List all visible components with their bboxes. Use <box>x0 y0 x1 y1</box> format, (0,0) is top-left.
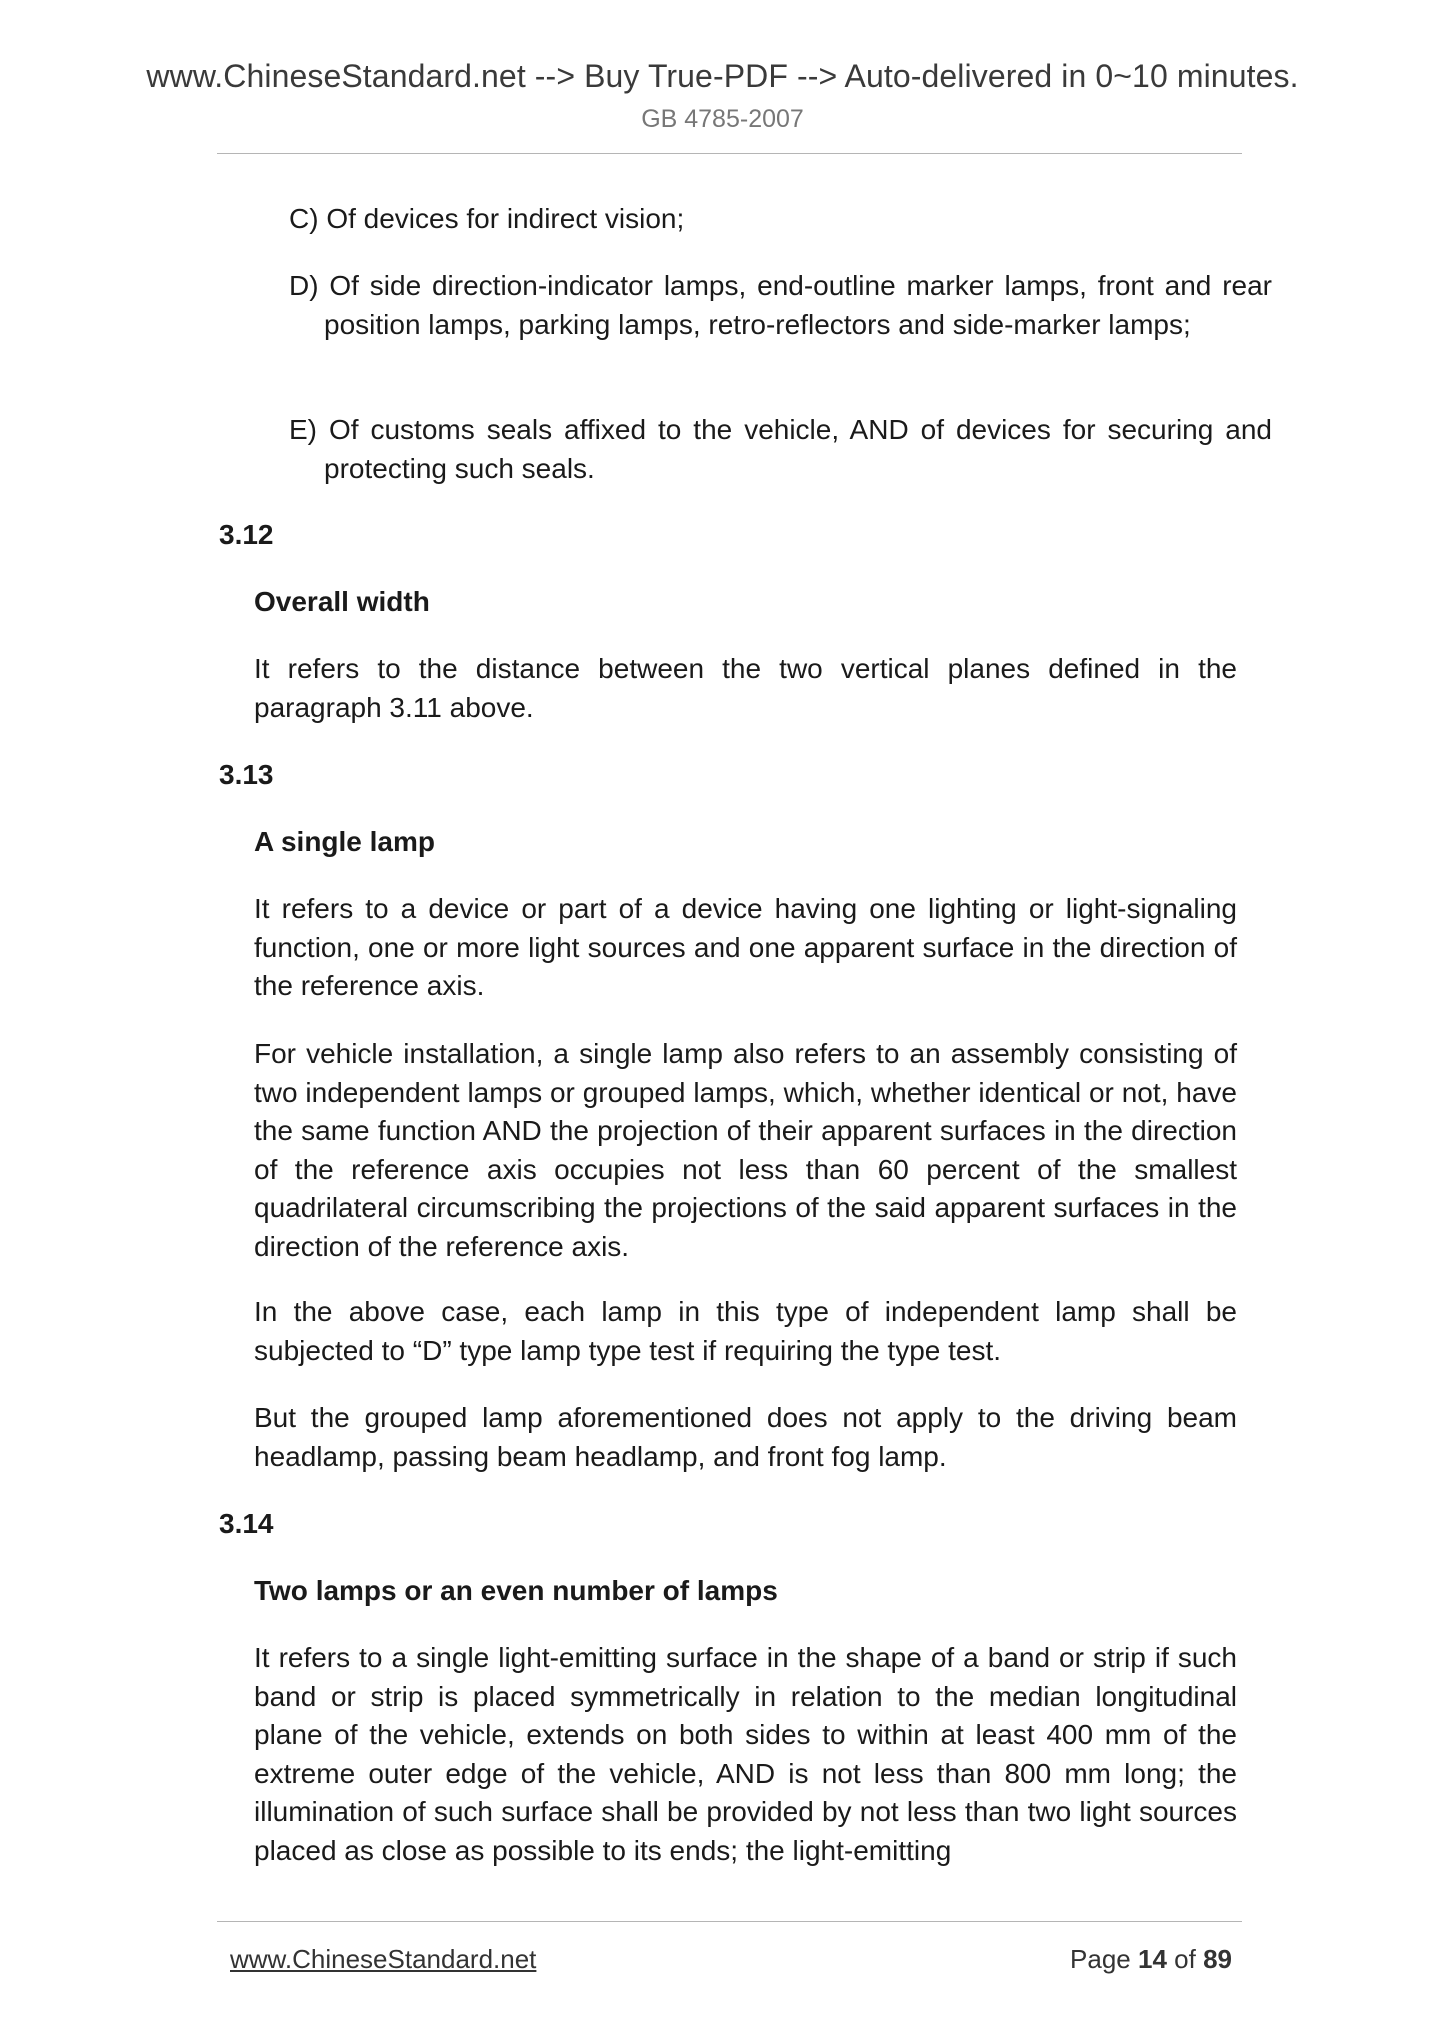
list-item-e: E) Of customs seals affixed to the vehicle, AND of devices for securing and protecting such seals. <box>289 414 1272 484</box>
section-paragraph: In the above case, each lamp in this type of independent lamp shall be subjected to “D” type lamp type test if requiring the type test. <box>254 1296 1237 1366</box>
page-word: Page <box>1070 1944 1131 1974</box>
section-number: 3.13 <box>219 759 274 790</box>
page-total: 89 <box>1203 1944 1232 1974</box>
section-paragraph: But the grouped lamp aforementioned does not apply to the driving beam headlamp, passing beam headlamp, and front fog lamp. <box>254 1402 1237 1472</box>
section-term: Overall width <box>254 586 430 617</box>
section-number: 3.14 <box>219 1508 274 1539</box>
source-banner: www.ChineseStandard.net --> Buy True-PDF --> Auto-delivered in 0~10 minutes. <box>146 58 1299 94</box>
section-paragraph: For vehicle installation, a single lamp also refers to an assembly consisting of two independent lamps or grouped lamps, which, whether identical or not, have the same function AND the projection of their apparent surfaces in the direction of the reference axis occupies not less than 60 percent of the smallest quadrilateral circumscribing the projections of the said apparent surfaces in the direction of the reference axis. <box>254 1038 1237 1262</box>
section-term: A single lamp <box>254 826 436 857</box>
list-item-c: C) Of devices for indirect vision; <box>289 203 685 234</box>
footer-divider <box>217 1921 1242 1922</box>
section-number: 3.12 <box>219 519 274 550</box>
footer-site-link[interactable]: www.ChineseStandard.net <box>230 1944 537 1974</box>
section-term: Two lamps or an even number of lamps <box>254 1575 778 1606</box>
list-item-d: D) Of side direction-indicator lamps, end-outline marker lamps, front and rear position lamps, parking lamps, retro-reflectors and side-marker lamps; <box>289 270 1272 340</box>
standard-number: GB 4785-2007 <box>641 105 804 133</box>
section-paragraph: It refers to the distance between the two vertical planes defined in the paragraph 3.11 above. <box>254 653 1237 723</box>
section-paragraph: It refers to a single light-emitting surface in the shape of a band or strip if such band or strip is placed symmetrically in relation to the median longitudinal plane of the vehicle, extends on both sides to within at least 400 mm of the extreme outer edge of the vehicle, AND is not less than 800 mm long; the illumination of such surface shall be provided by not less than two light sources placed as close as possible to its ends; the light-emitting <box>254 1642 1237 1866</box>
page-indicator <box>1070 1944 1232 1975</box>
page-of: of <box>1174 1944 1196 1974</box>
page-current: 14 <box>1138 1944 1167 1974</box>
header-divider <box>217 153 1242 154</box>
section-paragraph: It refers to a device or part of a device having one lighting or light-signaling function, one or more light sources and one apparent surface in the direction of the reference axis. <box>254 893 1237 1001</box>
